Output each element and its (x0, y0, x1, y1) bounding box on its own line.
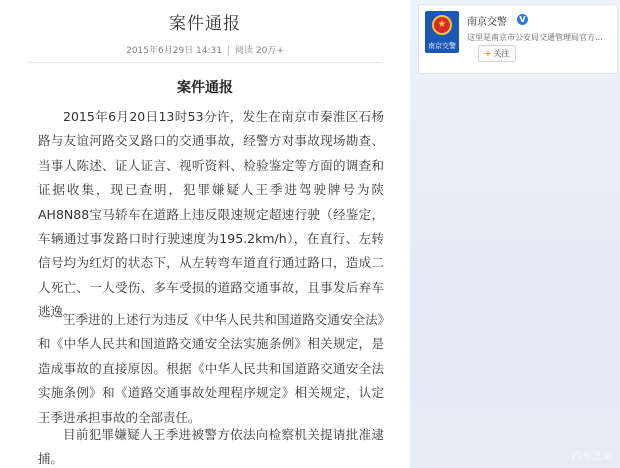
follow-label: 关注 (493, 49, 510, 58)
avatar[interactable] (425, 11, 459, 53)
paragraph-facts: 2015年6月20日13时53分许，发生在南京市秦淮区石杨路与友谊河路交叉路口的交通事故，经警方对事故现场勘查、当事人陈述、证人证言、视听资料、检验鉴定等方面的调查和证据收集，现已查明，犯罪嫌疑人王季进驾驶牌号为陕AH8N88宝马轿车在道路上违反限速规定超速行驶（经鉴定，车辆通过事发路口时行驶速度为195.2km/h），在直行、左转信号均为红灯的状态下，从左转弯车道直行通过路口，造成二人死亡、一人受伤、多车受损的道路交通事故，且事发后弃车逃逸。 (38, 109, 384, 320)
notice-heading: 案件通报 (177, 80, 233, 96)
avatar-label: 南京交警 (428, 42, 456, 50)
watermark: 汽车之家 (572, 451, 612, 462)
paragraph-liability: 王季进的上述行为违反《中华人民共和国道路交通安全法》和《中华人民共和国道路交通安全法实施条例》相关规定，是造成事故的直接原因。根据《中华人民共和国道路交通安全法实施条例》和《道路交通事故处理程序规定》相关规定，认定王季进承担事故的全部责任。 (38, 312, 384, 425)
follow-button[interactable] (478, 45, 516, 62)
paragraph-status: 目前犯罪嫌疑人王季进被警方依法向检察机关提请批准逮捕。 (38, 427, 384, 467)
account-card (418, 4, 618, 74)
read-count: 阅读 20万+ (235, 46, 284, 56)
article-title: 案件通报 (169, 14, 241, 34)
verified-icon: V (517, 14, 528, 25)
account-name[interactable]: 南京交警 (467, 17, 507, 28)
meta-separator: | (226, 46, 231, 56)
article-meta (0, 43, 410, 56)
plus-icon: + (484, 49, 492, 58)
account-description: 这里是南京市公安局交通管理局官方... (467, 33, 603, 42)
police-emblem-icon (432, 15, 452, 35)
divider (28, 62, 382, 63)
article-date: 2015年6月29日 14:31 (126, 46, 222, 56)
